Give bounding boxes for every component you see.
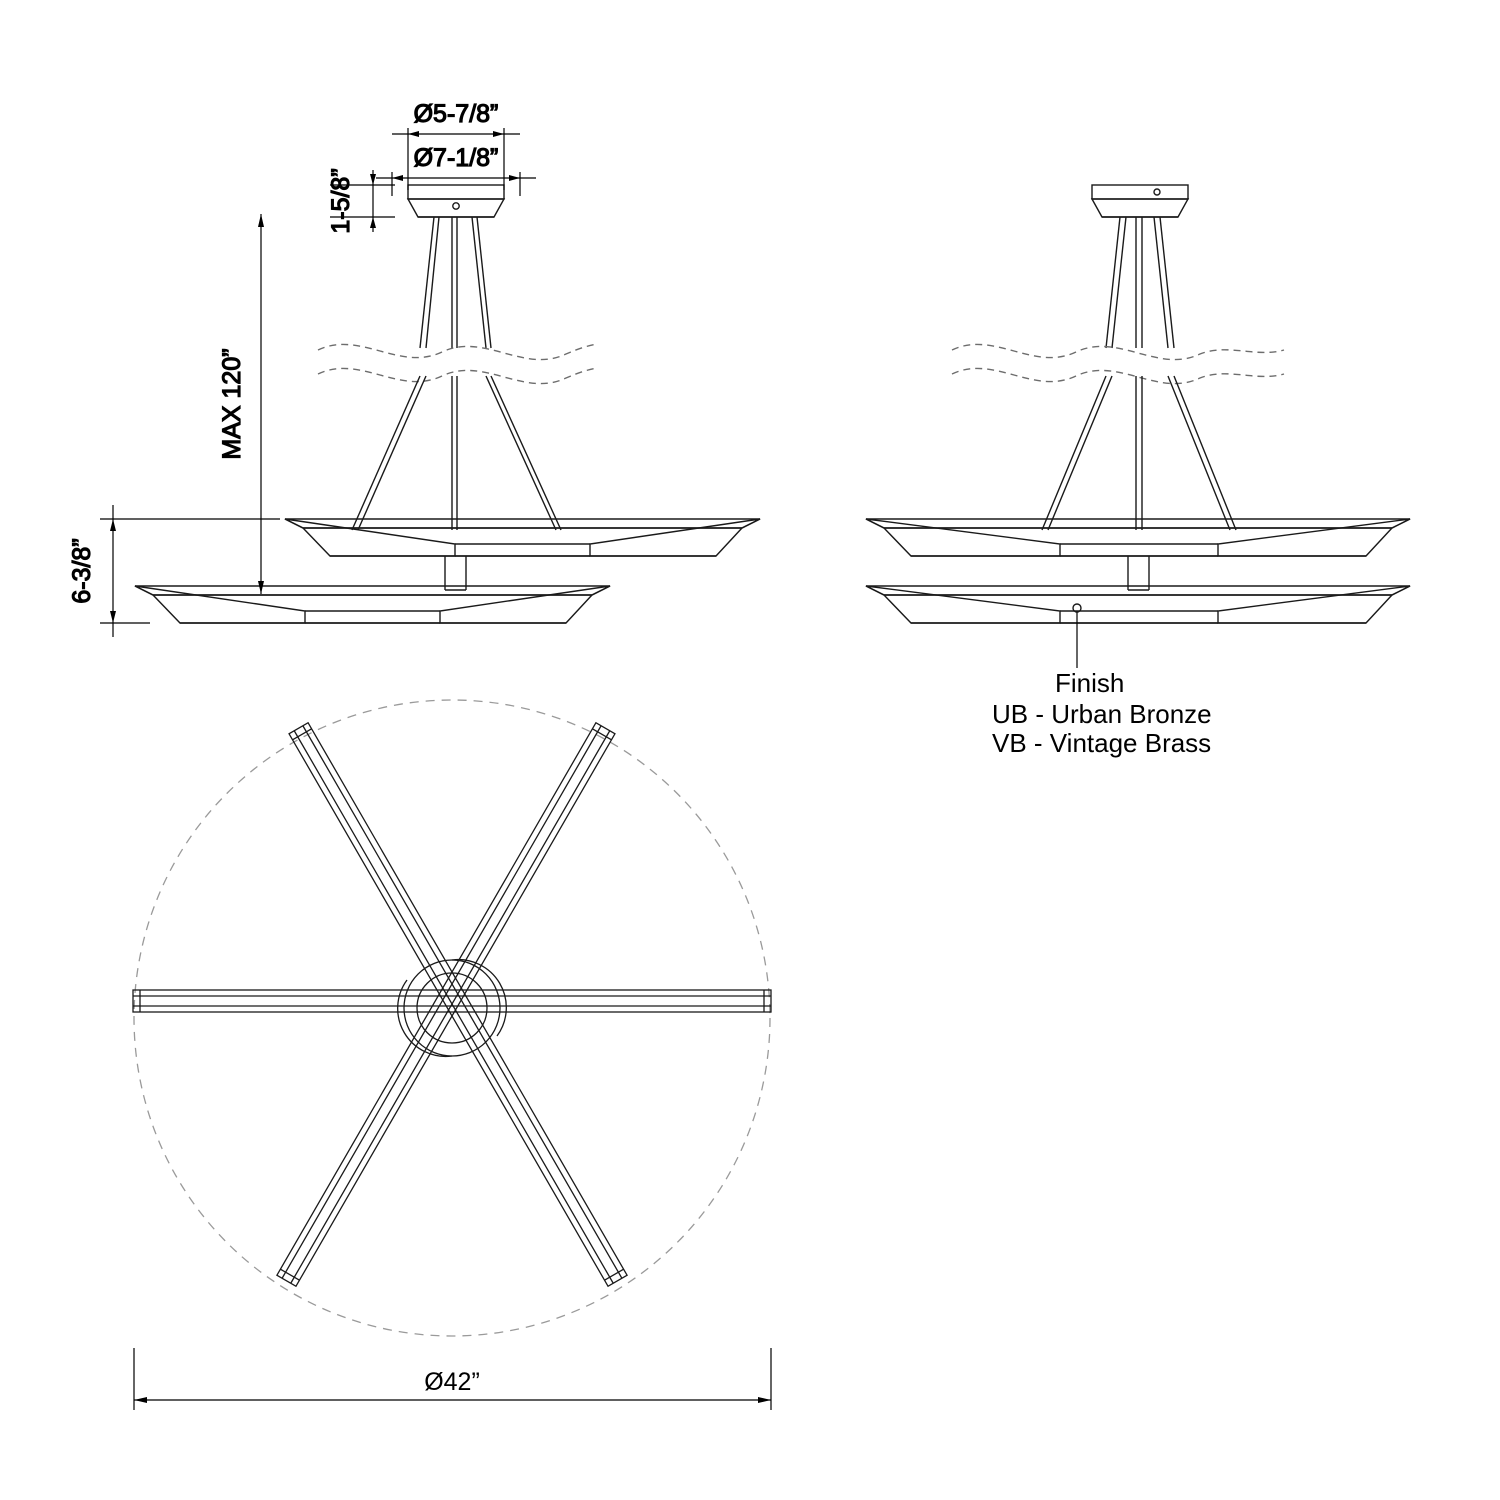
dim-label-fixture-height: 6-3/8”: [68, 538, 96, 604]
dim-label-max-drop: MAX 120”: [218, 348, 246, 460]
finish-callout: [992, 612, 1212, 758]
break-symbol-front: [318, 344, 598, 384]
dim-fixture-height: [100, 505, 280, 637]
center-stem-front: [445, 556, 466, 590]
plan-view: [133, 700, 771, 1410]
lower-arm-side: [866, 586, 1410, 623]
center-stem-side: [1128, 556, 1149, 590]
dim-canopy-outer-diameter: [376, 172, 536, 196]
finish-callout-label: Finish: [1055, 668, 1125, 698]
lower-arm-front: [135, 586, 610, 623]
dim-label-canopy-outer-diameter: Ø7-1/8”: [413, 144, 499, 172]
suspension-rods-lower: [352, 376, 561, 530]
finish-option-vb: VB - Vintage Brass: [992, 728, 1212, 758]
suspension-rods-upper: [420, 217, 491, 348]
canopy-side: [1092, 185, 1188, 217]
plan-center-hub-overlay: [398, 960, 507, 1057]
plan-arms: [133, 723, 771, 1287]
break-symbol-side: [952, 344, 1284, 383]
dim-max-drop: [258, 214, 264, 594]
plan-arm-horizontal: [133, 990, 771, 1012]
side-elevation-view: [866, 185, 1410, 623]
upper-arm-front: [285, 519, 760, 556]
suspension-rods-upper-side: [1106, 217, 1174, 348]
dim-label-overall-diameter: Ø42”: [424, 1368, 480, 1396]
canopy-front: [408, 185, 504, 217]
finish-option-ub: UB - Urban Bronze: [992, 699, 1212, 729]
upper-arm-side: [866, 519, 1410, 556]
dim-label-canopy-inner-diameter: Ø5-7/8”: [413, 100, 499, 128]
plan-overall-circle: [134, 700, 770, 1336]
dim-label-canopy-height: 1-5/8”: [327, 168, 355, 234]
suspension-rods-lower-side: [1042, 376, 1236, 530]
